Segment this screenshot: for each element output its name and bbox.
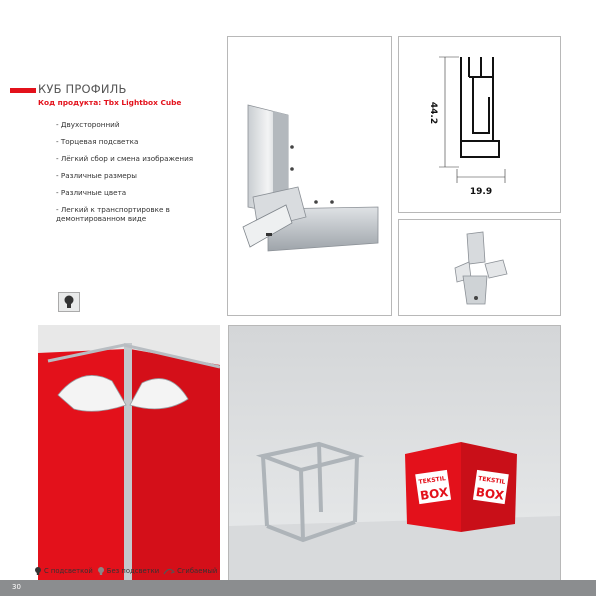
legend-unlit: Без подсветки: [97, 566, 159, 576]
logo-bottom-text: BOX: [474, 485, 505, 503]
logo-top-text: TEKSTIL: [477, 475, 506, 486]
page-number: 30: [12, 583, 21, 591]
title-accent-bar: [10, 88, 36, 93]
feature-item: - Легкий к транспортировке в демонтированном виде: [56, 205, 226, 223]
feature-list: [56, 120, 226, 231]
width-dimension-label: 19.9: [469, 187, 493, 197]
feature-item: - Лёгкий сбор и смена изображения: [56, 154, 226, 163]
feature-item: - Торцевая подсветка: [56, 137, 226, 146]
flex-arrow-icon: [163, 566, 175, 576]
height-dimension-label: 44.2: [428, 101, 438, 125]
footer-bar: [0, 580, 596, 596]
page-title: КУБ ПРОФИЛЬ: [38, 82, 127, 96]
lightbox-cube-photo: [228, 325, 561, 582]
logo-top-text: TEKSTIL: [418, 475, 447, 486]
logo-bottom-text: BOX: [419, 485, 450, 503]
bulb-icon: [34, 566, 42, 576]
profile-corner-photo: [227, 36, 392, 316]
legend: [34, 566, 217, 576]
lit-badge: [58, 292, 80, 312]
feature-item: - Различные размеры: [56, 171, 226, 180]
bulb-icon: [59, 293, 79, 311]
product-code: Код продукта: Tbx Lightbox Cube: [38, 98, 182, 107]
feature-item: - Двухсторонний: [56, 120, 226, 129]
corner-connector-photo: [398, 219, 561, 316]
legend-lit: С подсветкой: [34, 566, 93, 576]
feature-item: - Различные цвета: [56, 188, 226, 197]
legend-flexible: Сгибаемый: [163, 566, 217, 576]
red-fabric-corner-photo: [38, 325, 220, 580]
cross-section-drawing: [398, 36, 561, 213]
bulb-off-icon: [97, 566, 105, 576]
